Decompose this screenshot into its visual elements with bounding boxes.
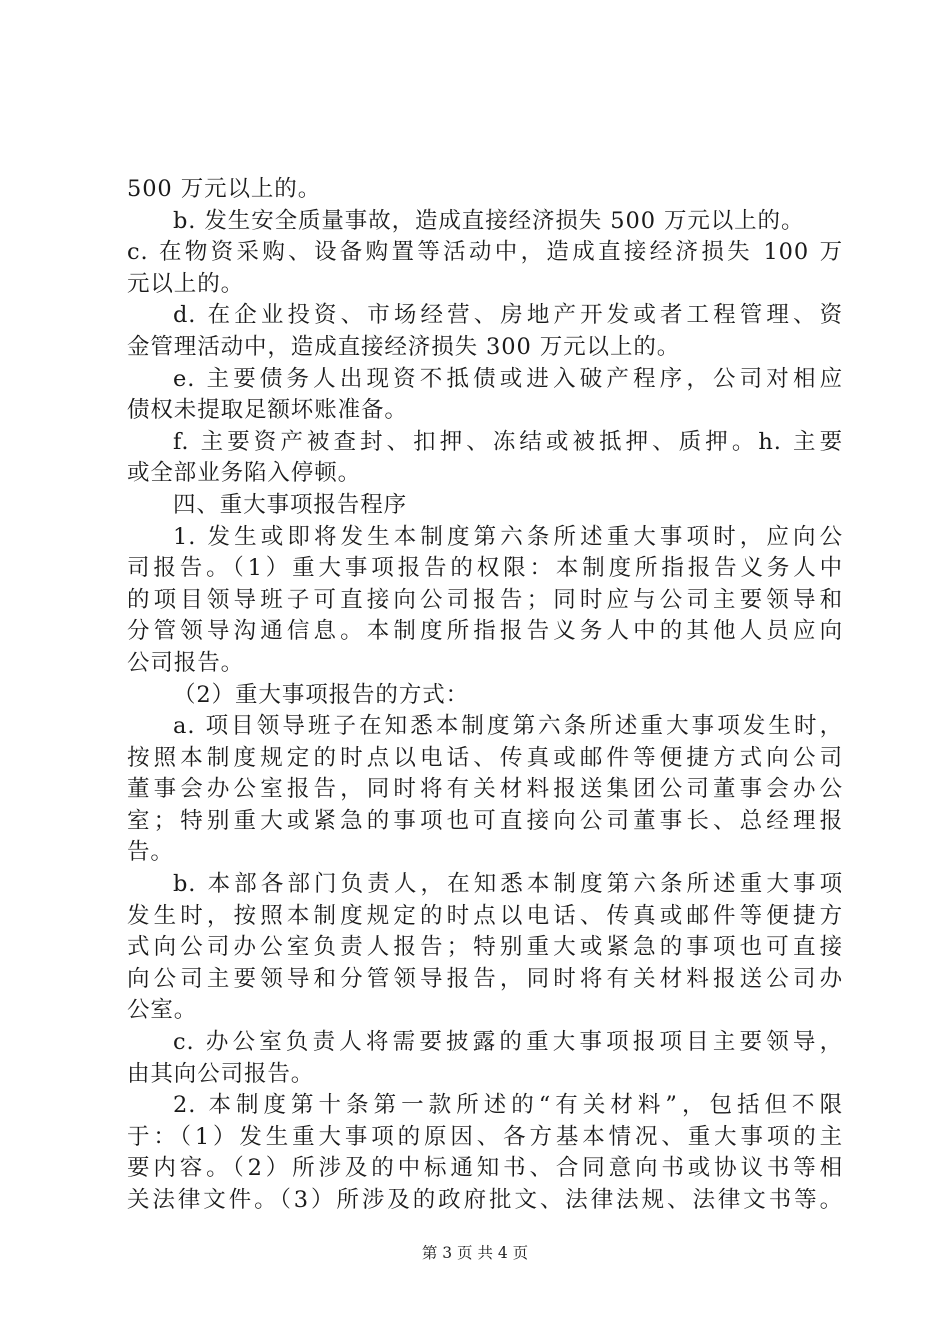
text-line: 的项目领导班子可直接向公司报告；同时应与公司主要领导和 [127,586,843,613]
text-line: 告。 [127,839,174,866]
text-line: 由其向公司报告。 [127,1060,315,1087]
text-line: c. 在物资采购、设备购置等活动中，造成直接经济损失 100 万 [127,239,843,266]
text-line: 1. 发生或即将发生本制度第六条所述重大事项时，应向公 [173,523,843,550]
text-line: 2. 本制度第十条第一款所述的“有关材料”，包括但不限 [173,1092,843,1119]
text-line: e. 主要债务人出现资不抵债或进入破产程序，公司对相应 [173,365,843,392]
text-line: 500 万元以上的。 [127,176,322,202]
text-line: 金管理活动中，造成直接经济损失 300 万元以上的。 [127,333,681,360]
text-line: c. 办公室负责人将需要披露的重大事项报项目主要领导， [173,1029,843,1056]
text-line: 司报告。（1）重大事项报告的权限：本制度所指报告义务人中 [127,555,843,582]
text-line: 式向公司办公室负责人报告；特别重大或紧急的事项也可直接 [127,934,843,961]
text-line: （2）重大事项报告的方式： [173,681,470,708]
text-line: 董事会办公室报告，同时将有关材料报送集团公司董事会办公 [127,776,843,803]
text-line: b. 发生安全质量事故，造成直接经济损失 500 万元以上的。 [173,207,805,234]
text-line: 公室。 [127,997,198,1024]
text-line: 或全部业务陷入停顿。 [127,460,362,487]
text-line: 公司报告。 [127,649,245,676]
text-line: b. 本部各部门负责人，在知悉本制度第六条所述重大事项 [173,871,843,898]
section-heading: 四、重大事项报告程序 [173,491,408,518]
text-line: 按照本制度规定的时点以电话、传真或邮件等便捷方式向公司 [127,744,843,771]
document-body [127,174,843,1217]
text-line: 向公司主要领导和分管领导报告，同时将有关材料报送公司办 [127,965,843,992]
text-line: a. 项目领导班子在知悉本制度第六条所述重大事项发生时， [173,713,843,740]
text-line: f. 主要资产被查封、扣押、冻结或被抵押、质押。h. 主要 [173,428,843,455]
text-line: 债权未提取足额坏账准备。 [127,397,408,424]
text-line: 关法律文件。（3）所涉及的政府批文、法律法规、法律文书等。 [127,1187,843,1213]
page-number-footer: 第 3 页 共 4 页 [421,1244,529,1262]
text-line: 于：（1）发生重大事项的原因、各方基本情况、重大事项的主 [127,1123,843,1150]
text-line: 元以上的。 [127,270,245,297]
text-line: d. 在企业投资、市场经营、房地产开发或者工程管理、资 [173,302,843,329]
text-line: 分管领导沟通信息。本制度所指报告义务人中的其他人员应向 [127,618,843,645]
text-line: 要内容。（2）所涉及的中标通知书、合同意向书或协议书等相 [127,1155,843,1182]
text-line: 发生时，按照本制度规定的时点以电话、传真或邮件等便捷方 [127,902,843,929]
text-line: 室；特别重大或紧急的事项也可直接向公司董事长、总经理报 [127,807,843,834]
